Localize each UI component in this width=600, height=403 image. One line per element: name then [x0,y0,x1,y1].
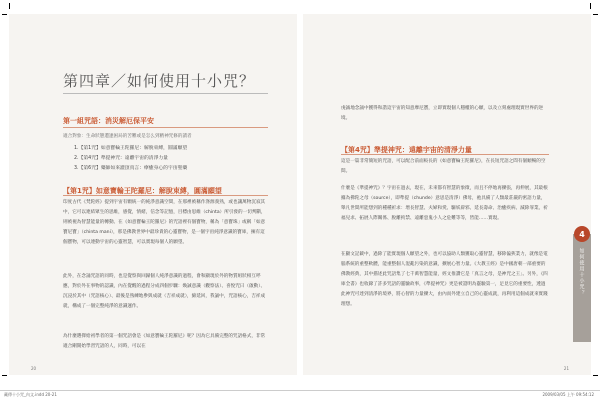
footer-file-label: 藏傳十小咒_內文.indd 20-21 [4,392,57,397]
page-number: 20 [31,366,37,371]
mantra-list [74,144,187,174]
chapter-tab-label: 如何使用十小咒？ [578,248,585,296]
list-item: 3.【第6咒】藥師如來灌頂真言：療癒身心的宇宙聖藥 [74,166,188,171]
crop-mark [593,375,598,376]
footer-timestamp: 2009/03/05 上午 09:54:12 [542,392,594,397]
target-reader-note: 適合對象：生命狀態遭逢困局的苦難或是怎么到精神咒修的讀者 [63,134,192,139]
subsection-heading: 【第4咒】準提神咒：遠離宇宙的清淨力量 [341,146,472,154]
body-paragraph: 此外，在念誦咒語的同時，也是覺察與回歸個人純淨意識的過程，會和顯現於外的物質組狀相互呼應，對於外在事物的認識，內在覺醒的過程分成四個步驟：煥誠意識（觀察法）、喜悅咒曰（啟動）、沉浸於其中（咒語核心）、最後是熟練地參與成就（吉祥成就），綿延回，我誦中，咒語核心，吉祥成就，構成了一個完整純淨的意識運作。 [63,274,266,309]
subsection-heading: 【第1咒】如意寶輪王陀羅尼：解脫束縛，圓滿願望 [63,187,222,195]
crop-mark [590,3,591,9]
right-page [303,14,591,375]
crop-mark [9,3,10,9]
body-paragraph: 為什麼選擇給初學者的第一個咒語會是《如意寶輪王陀羅尼》呢？因為它具備完整的咒語格式，非常適合剛開始學習咒語的人，同時，可以在 [63,334,266,349]
chapter-number-badge: 4 [574,226,590,242]
title-divider [63,93,268,94]
footer-rule [0,390,600,391]
page-number: 21 [563,366,569,371]
list-item: 2.【第4咒】準提神咒：遠離宇宙的清淨力量 [74,156,168,161]
list-item: 1.【第1咒】如意寶輪王陀羅尼：解脫束縛，圓滿願望 [74,146,188,151]
subsection-divider [63,195,268,196]
left-page [9,14,297,375]
body-paragraph: 在顯文記載中，過除了能實現個人願望之外，也可以協助人類獲取心靈智慧，移除偏狹業力，就像是電腦系統的重整軟體，能重整個人混亂污染的意識，擴展心智力量。《大教王經》是中國唐朝一部重要的佛教經典，其中描述此咒語集了七千萬智慧能量，經文推讚它是「真言之母，是神咒之王」。另外，《四庫全書》也收錄了許多咒語的靈驗故事，《準提神咒》更是被證明為靈驗第一，足見它的重要性，透過此神咒可達到清淨的境界，將心智的力量擴大，由內而外建立自己的心靈成就，再利用這個成就來實踐理想。 [341,252,548,307]
section-heading: 第一組咒語：消災解厄保平安 [63,117,154,125]
crop-mark [2,14,7,15]
subsection-divider [341,154,549,155]
chapter-title: 第四章／如何使用十小咒？ [63,72,256,90]
chapter-side-tab [573,229,591,342]
body-paragraph: 印度古代《梵陀經》提到宇宙有顆統一的純淨意識空間，在那裡被稱作涤源義熟，或也讓萬物沉寂其中，它可以連結眾生的思維，感覺，情緒，信念等記憶，目標由思維（chinta）所引發的一切判斷，則被視為智慧能量的轉動。在《如意寶輪王陀羅尼》的咒語裡有個寶物，稱為「意寶珠」或稱「如意寶尼寶」（chinta mani），那是佛教世界中最珍貴的心靈寶物，是一個宇宙純淨意識的寶庫，擁有這個寶物，可以連動宇宙的心靈智慧，可以實現每個人的願望。 [63,200,266,245]
body-paragraph: 什麼是《準提神咒》？宇宙在過去，現在，未來都有智慧的象徵，而且不停地再擴張，再伸展，其最根據為佛陀之母（source），即準提（chunde）意思是清淨）佛母，祂具備了人類最莊嚴的密語力量，舉凡世間所能想到的種種祈求：增長智慧、夫婦和愛、驅妖辟邪、延長壽命、治癒疾病、滅除罪業、祈福兒求、拓展人際關係、脫離拘禁、遠離惡鬼小人之危難等等，皆能……實現。 [341,186,548,221]
body-paragraph: 這是一篇非常簡短的咒語，可以配合前面較長的《如意寶輪王陀羅尼》，在長短咒語之間有個順暢的空間。 [341,159,546,174]
crop-mark [593,14,598,15]
crop-mark [2,375,7,376]
section-divider [63,127,268,128]
body-paragraph: 虔誠地念誦中獲得和諧這宇宙的知意摩尼寶，立即實現個人穩權的心願，以及立刻處理現實世界的逆境。 [341,106,544,121]
